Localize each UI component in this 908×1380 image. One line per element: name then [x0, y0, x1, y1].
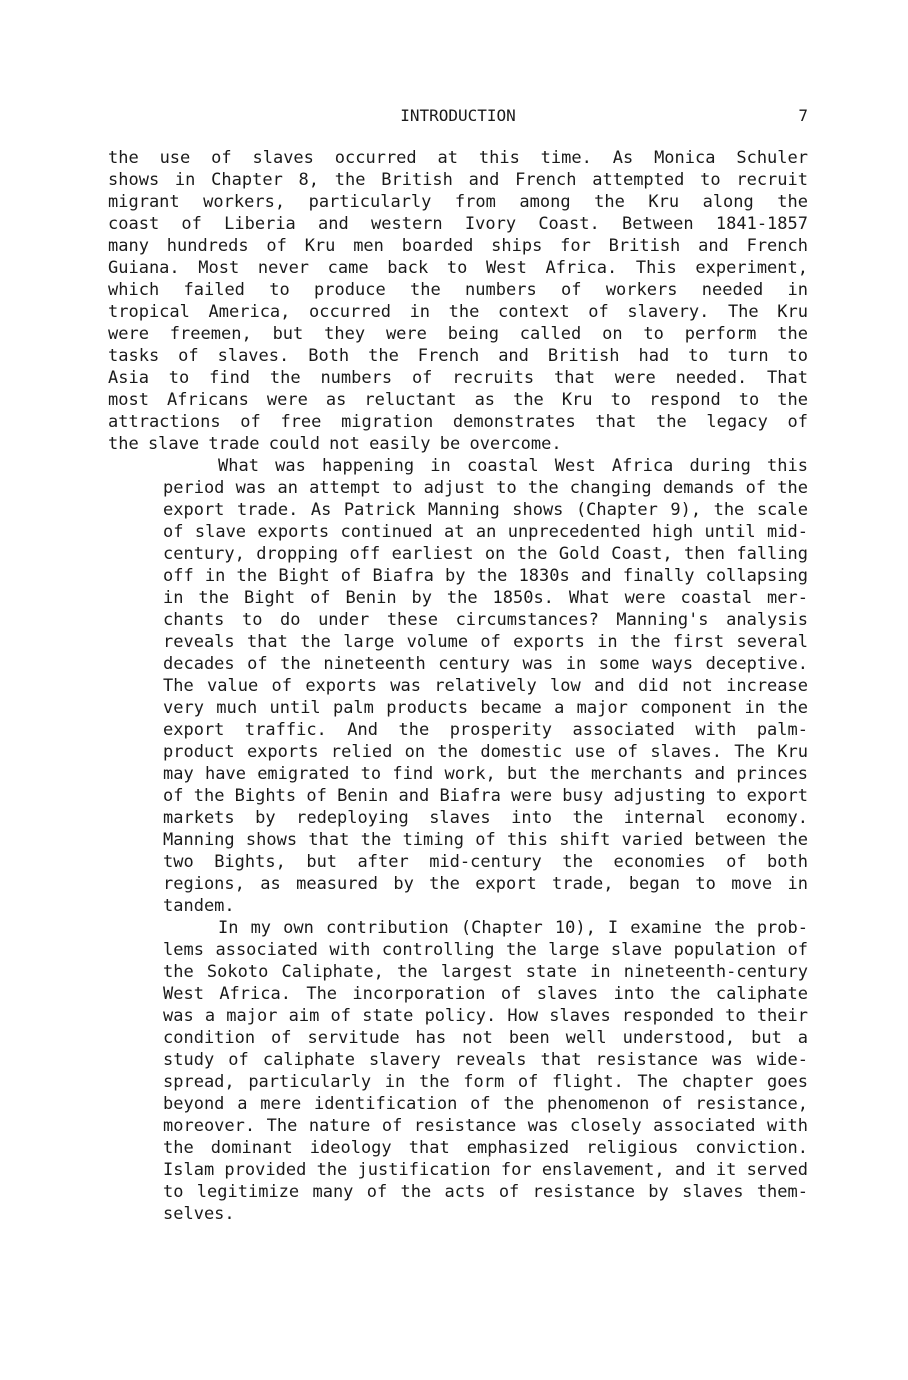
text-line: study of caliphate slavery reveals that resistance was wide-: [163, 1050, 808, 1070]
text-line: the dominant ideology that emphasized religious conviction.: [163, 1138, 808, 1158]
text-line: tasks of slaves. Both the French and British had to turn to: [108, 346, 808, 366]
text-line: What was happening in coastal West Africa during this: [218, 456, 808, 476]
text-line: The value of exports was relatively low and did not increase: [163, 676, 808, 696]
text-line: which failed to produce the numbers of workers needed in: [108, 280, 808, 300]
paragraph-3: [108, 917, 808, 1225]
running-head: [108, 104, 808, 128]
text-line: to legitimize many of the acts of resistance by slaves them-: [163, 1182, 808, 1202]
text-line: most Africans were as reluctant as the Kru to respond to the: [108, 390, 808, 410]
text-line: very much until palm products became a major component in the: [163, 698, 808, 718]
text-line: export traffic. And the prosperity associated with palm-: [163, 720, 808, 740]
text-line: export trade. As Patrick Manning shows (Chapter 9), the scale: [163, 500, 808, 520]
text-line: shows in Chapter 8, the British and French attempted to recruit: [108, 170, 808, 190]
text-line: decades of the nineteenth century was in some ways deceptive.: [163, 654, 808, 674]
text-line: migrant workers, particularly from among the Kru along the: [108, 192, 808, 212]
text-line: two Bights, but after mid-century the economies of both: [163, 852, 808, 872]
text-line: condition of servitude has not been well understood, but a: [163, 1028, 808, 1048]
text-line: Asia to find the numbers of recruits that were needed. That: [108, 368, 808, 388]
text-line: off in the Bight of Biafra by the 1830s and finally collapsing: [163, 566, 808, 586]
text-line: tandem.: [163, 896, 235, 916]
text-line: of slave exports continued at an unprecedented high until mid-: [163, 522, 808, 542]
text-line: West Africa. The incorporation of slaves into the caliphate: [163, 984, 808, 1004]
text-line: selves.: [163, 1204, 235, 1224]
text-line: product exports relied on the domestic use of slaves. The Kru: [163, 742, 808, 762]
text-line: was a major aim of state policy. How slaves responded to their: [163, 1006, 808, 1026]
text-line: Islam provided the justification for enslavement, and it served: [163, 1160, 808, 1180]
text-line: spread, particularly in the form of flight. The chapter goes: [163, 1072, 808, 1092]
text-line: Manning shows that the timing of this shift varied between the: [163, 830, 808, 850]
text-line: markets by redeploying slaves into the internal economy.: [163, 808, 808, 828]
paragraph-1: [108, 147, 808, 455]
text-line: century, dropping off earliest on the Gold Coast, then falling: [163, 544, 808, 564]
text-line: of the Bights of Benin and Biafra were busy adjusting to export: [163, 786, 808, 806]
body-text: [108, 147, 808, 1225]
text-line: attractions of free migration demonstrates that the legacy of: [108, 412, 808, 432]
chapter-title: INTRODUCTION: [400, 106, 516, 125]
text-line: Guiana. Most never came back to West Africa. This experiment,: [108, 258, 808, 278]
text-line: reveals that the large volume of exports in the first several: [163, 632, 808, 652]
text-line: In my own contribution (Chapter 10), I examine the prob-: [218, 918, 808, 938]
text-line: the use of slaves occurred at this time. As Monica Schuler: [108, 148, 808, 168]
text-line: were freemen, but they were being called on to perform the: [108, 324, 808, 344]
text-line: moreover. The nature of resistance was closely associated with: [163, 1116, 808, 1136]
text-line: coast of Liberia and western Ivory Coast. Between 1841-1857: [108, 214, 808, 234]
text-line: in the Bight of Benin by the 1850s. What were coastal mer-: [163, 588, 808, 608]
text-line: chants to do under these circumstances? Manning's analysis: [163, 610, 808, 630]
text-line: may have emigrated to find work, but the merchants and princes: [163, 764, 808, 784]
text-line: period was an attempt to adjust to the changing demands of the: [163, 478, 808, 498]
paragraph-2: [108, 455, 808, 917]
text-line: tropical America, occurred in the context of slavery. The Kru: [108, 302, 808, 322]
text-line: regions, as measured by the export trade, began to move in: [163, 874, 808, 894]
text-line: beyond a mere identification of the phenomenon of resistance,: [163, 1094, 808, 1114]
text-line: the slave trade could not easily be overcome.: [108, 434, 562, 454]
page-number: 7: [798, 106, 808, 125]
text-line: the Sokoto Caliphate, the largest state in nineteenth-century: [163, 962, 808, 982]
text-line: many hundreds of Kru men boarded ships for British and French: [108, 236, 808, 256]
text-line: lems associated with controlling the large slave population of: [163, 940, 808, 960]
